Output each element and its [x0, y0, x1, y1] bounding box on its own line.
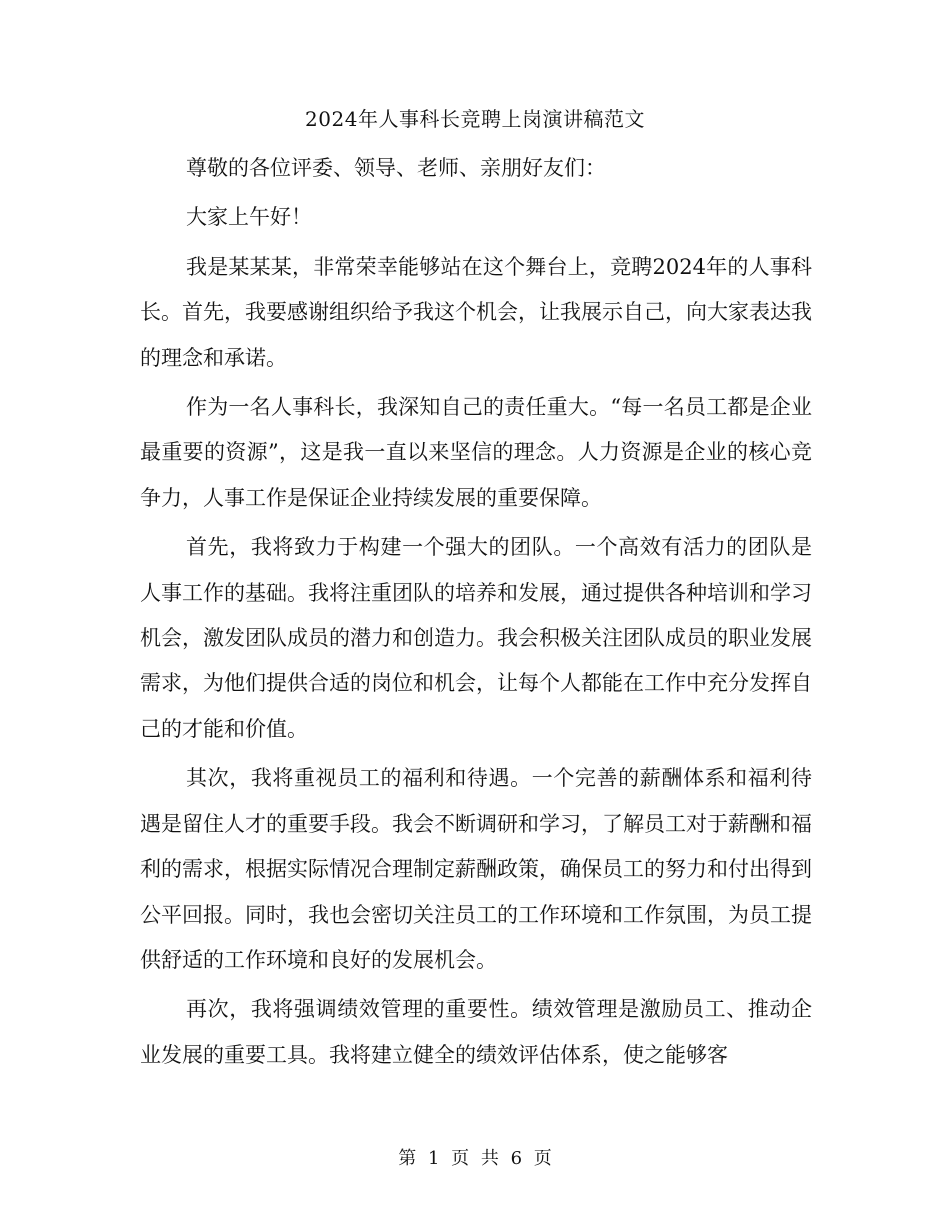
intro-paragraph: 我是某某某，非常荣幸能够站在这个舞台上，竞聘2024年的人事科长。首先，我要感谢组织给予我这个机会，让我展示自己，向大家表达我的理念和承诺。: [140, 254, 812, 370]
responsibility-paragraph: 作为一名人事科长，我深知自己的责任重大。“每一名员工都是企业最重要的资源”，这是我一直以来坚信的理念。人力资源是企业的核心竞争力，人事工作是保证企业持续发展的重要保障。: [140, 395, 812, 510]
team-paragraph: 首先，我将致力于构建一个强大的团队。一个高效有活力的团队是人事工作的基础。我将注重团队的培养和发展，通过提供各种培训和学习机会，激发团队成员的潜力和创造力。我会积极关注团队成员的职业发展需求，为他们提供合适的岗位和机会，让每个人都能在工作中充分发挥自己的才能和价值。: [140, 535, 812, 741]
welfare-paragraph: 其次，我将重视员工的福利和待遇。一个完善的薪酬体系和福利待遇是留住人才的重要手段。我会不断调研和学习，了解员工对于薪酬和福利的需求，根据实际情况合理制定薪酬政策，确保员工的努力和付出得到公平回报。同时，我也会密切关注员工的工作环境和工作氛围，为员工提供舒适的工作环境和良好的发展机会。: [140, 766, 812, 972]
document-title: 2024年人事科长竞聘上岗演讲稿范文: [305, 107, 645, 131]
performance-paragraph: 再次，我将强调绩效管理的重要性。绩效管理是激励员工、推动企业发展的重要工具。我将建立健全的绩效评估体系，使之能够客: [140, 997, 812, 1067]
salutation-paragraph: 尊敬的各位评委、领导、老师、亲朋好友们：: [186, 156, 606, 180]
document-body: [140, 146, 812, 1082]
page-number-footer: 第 1 页 共 6 页: [398, 1148, 552, 1169]
greeting-paragraph: 大家上午好！: [186, 205, 312, 230]
